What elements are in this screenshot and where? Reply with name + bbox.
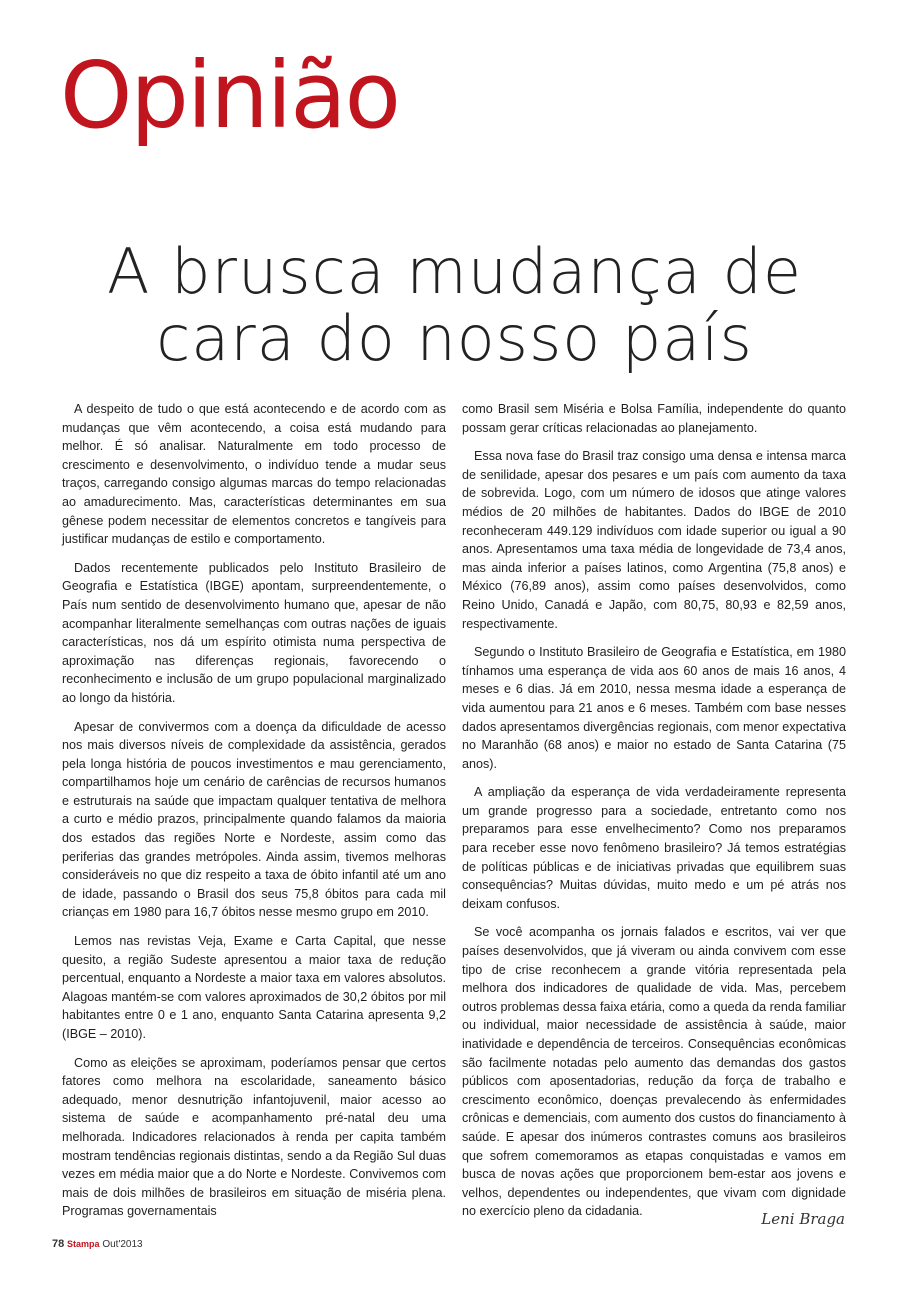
paragraph: como Brasil sem Miséria e Bolsa Família, independente do quanto possam gerar críticas relacionadas ao planejamento. [462, 402, 846, 435]
magazine-name: Stampa [67, 1239, 100, 1249]
author-signature: Leni Braga [761, 1210, 845, 1228]
issue-date: Out'2013 [102, 1239, 143, 1250]
left-column [62, 400, 446, 1231]
paragraph: Como as eleições se aproximam, poderíamos pensar que certos fatores como melhora na escolaridade, saneamento básico adequado, menor desnutrição infantojuvenil, maior acesso ao sistema de saúde e acompanhamento pré-natal deu uma melhorada. Indicadores relacionados à renda per capita também mostram tendências regionais distintas, sendo a da Região Sul duas vezes em média maior que a do Norte e Nordeste. Convivemos com mais de dois milhões de brasileiros em situação de miséria plena. Programas governamentais [62, 1055, 446, 1219]
article-headline [0, 235, 909, 375]
paragraph: Segundo o Instituto Brasileiro de Geografia e Estatística, em 1980 tínhamos uma esperança de vida aos 60 anos de mais 16 anos, 4 meses e 6 dias. Já em 2010, nessa mesma idade a esperança de vida aumentou para 21 anos e 6 meses. Também com base nesses dados apresentamos divergências regionais, com menor expectativa no Maranhão (68 anos) e maior no estado de Santa Catarina (75 anos). [462, 645, 846, 771]
section-title: Opinião [60, 42, 399, 149]
paragraph: Essa nova fase do Brasil traz consigo uma densa e intensa marca de senilidade, apesar dos pesares e um país com aumento da taxa de sobrevida. Logo, com um número de idosos que atinge valores médios de 20 milhões de habitantes. Dados do IBGE de 2010 reconheceram 449.129 indivíduos com idade superior ou igual a 90 anos. Apresentamos uma taxa média de longevidade de 73,4 anos, mas ainda inferior a países latinos, como Argentina (75,8 anos) e México (76,89 anos), assim como países desenvolvidos, como Reino Unido, Canadá e Japão, com 80,75, 80,93 e 82,59 anos, respectivamente. [462, 449, 846, 631]
paragraph: Apesar de convivermos com a doença da dificuldade de acesso nos mais diversos níveis de complexidade da assistência, gerados pela longa história de poucos investimentos e mau gerenciamento, compartilhamos hoje um cenário de carências de recursos humanos e estruturais na saúde que impactam qualquer tentativa de melhora a curto e médio prazos, principalmente quando falamos da maioria dos estados das regiões Norte e Nordeste, assim como das periferias das grandes metrópoles. Ainda assim, tivemos melhoras consideráveis no que diz respeito a taxa de óbito infantil até um ano de idade, passando o Brasil dos seus 75,8 óbitos para cada mil crianças em 1980 para 16,7 óbitos nesse mesmo grupo em 2010. [62, 719, 446, 920]
paragraph: A despeito de tudo o que está acontecendo e de acordo com as mudanças que vêm acontecendo, a coisa está mudando para melhor. É só analisar. Naturalmente em todo processo de crescimento e desenvolvimento, o indivíduo tende a mudar seus traços, carregando consigo algumas marcas do tempo relacionadas ao amadurecimento. Mas, características determinantes em sua gênese podem necessitar de elementos concretos e tangíveis para justificar mudanças de estilo e comportamento. [62, 402, 446, 547]
paragraph: Lemos nas revistas Veja, Exame e Carta Capital, que nesse quesito, a região Sudeste apresentou a maior taxa de redução percentual, enquanto a Nordeste a maior taxa em valores absolutos. Alagoas mantém-se com valores aproximados de 30,2 óbitos por mil habitantes entre 0 e 1 ano, enquanto Santa Catarina apresenta 9,2 (IBGE – 2010). [62, 934, 446, 1041]
headline-line-2: cara do nosso país [156, 302, 753, 375]
paragraph: A ampliação da esperança de vida verdadeiramente representa um grande progresso para a sociedade, entretanto como nos preparamos para esse envelhecimento? Como nos preparamos para receber esse novo fenômeno brasileiro? Já temos estratégias de políticas públicas e de iniciativas privadas que equilibrem suas consequências? Muitas dúvidas, muito medo e um pé atrás nos deixam confusos. [462, 785, 846, 911]
page-footer [52, 1238, 143, 1250]
paragraph: Dados recentemente publicados pelo Instituto Brasileiro de Geografia e Estatística (IBGE) apontam, surpreendentemente, o País num sentido de desenvolvimento humano que, apesar de não acompanhar literalmente semelhanças com outras nações de iguais características, nos dá um espírito otimista numa perspectiva de aproximação nas diferenças regionais, favorecendo o reconhecimento e inclusão de um grupo populacional marginalizado ao longo da história. [62, 560, 446, 705]
headline-line-1: A brusca mudança de [107, 235, 802, 308]
paragraph: Se você acompanha os jornais falados e escritos, vai ver que países desenvolvidos, que já viveram ou ainda convivem com esse tipo de crise reconhecem a grande vitória representada pela melhora dos indicadores de qualidade de vida. Mas, percebem outros problemas dessa faixa etária, como a queda da renda familiar ou individual, maior necessidade de assistência à saúde, maior inatividade e dependência de terceiros. Consequências econômicas são facilmente notadas pelo aumento das demandas dos gastos públicos com aposentadorias, redução da força de trabalho e crescimento econômico, doenças prevalecendo às enfermidades crônicas e demenciais, com aumento dos custos do financiamento à saúde. E apesar dos inúmeros contrastes comuns aos brasileiros que sofrem comemoramos as etapas conquistadas e vamos em busca de novas ações que proporcionem bem-estar aos jovens e velhos, dependentes ou independentes, que vivam com dignidade no exercício pleno da cidadania. [462, 925, 846, 1219]
right-column [462, 400, 846, 1231]
page-number: 78 [52, 1238, 65, 1250]
